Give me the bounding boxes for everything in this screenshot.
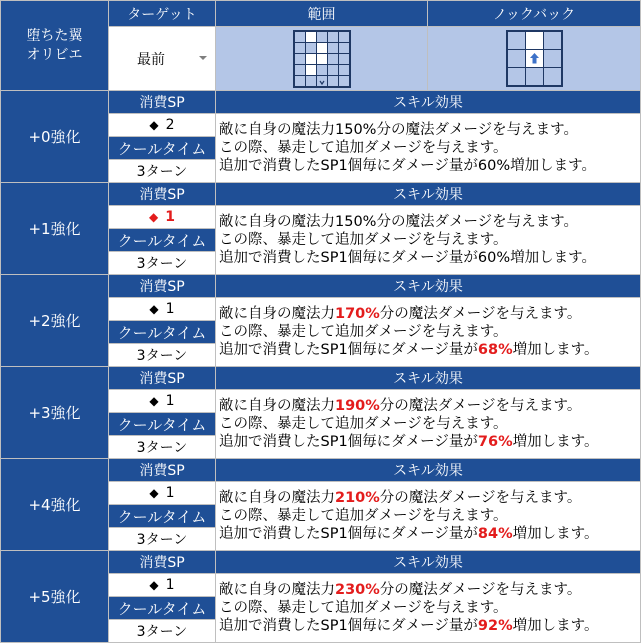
- target-select[interactable]: [109, 27, 215, 90]
- knockback-cell: [508, 32, 525, 49]
- effect-line-overload: この際、暴走して追加ダメージを与えます。: [219, 600, 508, 616]
- effect-bonus-prefix: 追加で消費したSP1個毎にダメージ量が: [219, 342, 478, 358]
- range-cell: [295, 32, 305, 42]
- sp-cost-number: 1: [165, 209, 175, 225]
- sp-cost-number: 1: [165, 577, 175, 593]
- knockback-target-cell: [526, 50, 543, 67]
- range-affected-cell: [306, 65, 316, 75]
- effect-line-damage: [219, 121, 578, 139]
- sp-cost-value: [109, 298, 215, 320]
- sp-cost-header: 消費SP: [109, 275, 215, 297]
- effect-damage-suffix: 分の魔法ダメージを与えます。: [379, 306, 582, 322]
- enhance-level-label: +4強化: [1, 459, 108, 550]
- effect-bonus-prefix: 追加で消費したSP1個毎にダメージ量が: [219, 434, 478, 450]
- effect-damage-suffix: 分の魔法ダメージを与えます。: [376, 122, 579, 138]
- effect-line-bonus: [219, 341, 598, 359]
- chevron-down-icon: [317, 76, 327, 86]
- cooldown-header: クールタイム: [109, 505, 215, 527]
- range-cell: [328, 32, 338, 42]
- effect-line-bonus: [219, 617, 598, 635]
- knockback-affected-cell: [526, 32, 543, 49]
- skill-effect-header: スキル効果: [216, 91, 640, 113]
- effect-line-overload: この際、暴走して追加ダメージを与えます。: [219, 140, 508, 156]
- enhance-level-label: +0強化: [1, 91, 108, 182]
- range-cell: [328, 65, 338, 75]
- range-cell: [328, 43, 338, 53]
- effect-bonus-prefix: 追加で消費したSP1個毎にダメージ量が: [219, 618, 478, 634]
- cooldown-header: クールタイム: [109, 413, 215, 435]
- range-cell: [339, 54, 349, 64]
- range-cell: [317, 65, 327, 75]
- effect-line-damage: [219, 581, 581, 599]
- cooldown-header: クールタイム: [109, 597, 215, 619]
- effect-bonus-suffix: 増加します。: [512, 618, 599, 634]
- range-grid: [293, 30, 351, 88]
- diamond-icon: ◆: [149, 486, 159, 500]
- bonus-percent-value: 68%: [477, 342, 513, 358]
- effect-damage-suffix: 分の魔法ダメージを与えます。: [376, 214, 579, 230]
- range-cell: [306, 76, 316, 86]
- range-cell: [306, 43, 316, 53]
- enhance-level-label: +2強化: [1, 275, 108, 366]
- skill-effect-header: スキル効果: [216, 551, 640, 573]
- knockback-cell: [544, 68, 561, 85]
- effect-damage-prefix: 敵に自身の魔法力: [219, 122, 335, 138]
- damage-percent-value: 150%: [335, 214, 377, 230]
- effect-damage-suffix: 分の魔法ダメージを与えます。: [379, 582, 582, 598]
- effect-bonus-suffix: 増加します。: [510, 158, 596, 174]
- effect-bonus-prefix: 追加で消費したSP1個毎にダメージ量が: [219, 158, 478, 174]
- sp-cost-value: [109, 574, 215, 596]
- effect-line-overload: この際、暴走して追加ダメージを与えます。: [219, 232, 508, 248]
- effect-bonus-prefix: 追加で消費したSP1個毎にダメージ量が: [219, 526, 478, 542]
- diamond-icon: ◆: [149, 118, 159, 132]
- range-cell: [295, 43, 305, 53]
- knockback-cell: [544, 32, 561, 49]
- enhance-level-label: +3強化: [1, 367, 108, 458]
- sp-cost-value: [109, 390, 215, 412]
- range-cell: [295, 54, 305, 64]
- damage-percent-value: 230%: [335, 582, 380, 598]
- skill-effect-text: [216, 298, 640, 366]
- effect-damage-suffix: 分の魔法ダメージを与えます。: [379, 398, 582, 414]
- damage-percent-value: 190%: [335, 398, 380, 414]
- character-name: [1, 1, 108, 90]
- target-selected-value: 最前: [137, 51, 165, 68]
- effect-damage-prefix: 敵に自身の魔法力: [219, 582, 335, 598]
- effect-bonus-prefix: 追加で消費したSP1個毎にダメージ量が: [219, 250, 478, 266]
- sp-cost-value: [109, 206, 215, 228]
- effect-line-overload: この際、暴走して追加ダメージを与えます。: [219, 508, 508, 524]
- enhance-block-2: [1, 275, 640, 366]
- cooldown-value: 3ターン: [109, 528, 215, 550]
- sp-cost-header: 消費SP: [109, 459, 215, 481]
- range-cell: [328, 54, 338, 64]
- effect-line-damage: [219, 305, 581, 323]
- diamond-icon: ◆: [149, 210, 159, 224]
- sp-cost-header: 消費SP: [109, 551, 215, 573]
- effect-bonus-suffix: 増加します。: [512, 342, 599, 358]
- enhance-block-4: [1, 459, 640, 550]
- range-affected-cell: [317, 43, 327, 53]
- effect-line-bonus: [219, 249, 596, 267]
- bonus-percent-value: 60%: [477, 158, 511, 174]
- range-cell: [339, 43, 349, 53]
- effect-line-damage: [219, 489, 581, 507]
- dropdown-arrow-icon[interactable]: [199, 56, 207, 60]
- diamond-icon: ◆: [149, 578, 159, 592]
- effect-line-bonus: [219, 157, 596, 175]
- knockback-cell: [428, 27, 640, 90]
- bonus-percent-value: 92%: [477, 618, 513, 634]
- damage-percent-value: 170%: [335, 306, 380, 322]
- sp-cost-number: 1: [165, 485, 175, 501]
- effect-damage-prefix: 敵に自身の魔法力: [219, 306, 335, 322]
- range-cell: [295, 76, 305, 86]
- bonus-percent-value: 60%: [477, 250, 511, 266]
- skill-header-section: [1, 1, 640, 90]
- knockback-cell: [508, 68, 525, 85]
- knockback-cell: [508, 50, 525, 67]
- cooldown-value: 3ターン: [109, 436, 215, 458]
- bonus-percent-value: 84%: [477, 526, 513, 542]
- skill-effect-text: [216, 482, 640, 550]
- knockback-header: ノックバック: [428, 1, 640, 26]
- effect-damage-prefix: 敵に自身の魔法力: [219, 490, 335, 506]
- effect-damage-prefix: 敵に自身の魔法力: [219, 214, 335, 230]
- effect-line-bonus: [219, 433, 598, 451]
- sp-cost-number: 2: [165, 117, 175, 133]
- range-affected-cell: [306, 54, 316, 64]
- enhance-block-0: [1, 91, 640, 182]
- sp-cost-value: [109, 482, 215, 504]
- sp-cost-number: 1: [165, 393, 175, 409]
- effect-line-damage: [219, 397, 581, 415]
- effect-bonus-suffix: 増加します。: [512, 526, 599, 542]
- range-cell: [339, 65, 349, 75]
- cooldown-value: 3ターン: [109, 252, 215, 274]
- sp-cost-header: 消費SP: [109, 91, 215, 113]
- target-header: ターゲット: [109, 1, 215, 26]
- up-arrow-icon: [526, 50, 543, 67]
- enhance-level-label: +5強化: [1, 551, 108, 642]
- enhance-level-label: +1強化: [1, 183, 108, 274]
- enhance-block-1: [1, 183, 640, 274]
- skill-effect-text: [216, 206, 640, 274]
- effect-line-bonus: [219, 525, 598, 543]
- character-name-line1: 堕ちた翼: [26, 27, 83, 44]
- skill-effect-header: スキル効果: [216, 275, 640, 297]
- effect-damage-prefix: 敵に自身の魔法力: [219, 398, 335, 414]
- effect-damage-suffix: 分の魔法ダメージを与えます。: [379, 490, 582, 506]
- sp-cost-value: [109, 114, 215, 136]
- sp-cost-header: 消費SP: [109, 183, 215, 205]
- skill-effect-header: スキル効果: [216, 367, 640, 389]
- range-cell: [317, 32, 327, 42]
- enhance-block-5: [1, 551, 640, 642]
- range-cell: [328, 76, 338, 86]
- effect-line-damage: [219, 213, 578, 231]
- skill-effect-text: [216, 114, 640, 182]
- cooldown-value: 3ターン: [109, 344, 215, 366]
- range-affected-cell: [317, 54, 327, 64]
- effect-bonus-suffix: 増加します。: [512, 434, 599, 450]
- diamond-icon: ◆: [149, 394, 159, 408]
- damage-percent-value: 210%: [335, 490, 380, 506]
- effect-line-overload: この際、暴走して追加ダメージを与えます。: [219, 416, 508, 432]
- effect-line-overload: この際、暴走して追加ダメージを与えます。: [219, 324, 508, 340]
- range-origin-cell: [317, 76, 327, 86]
- range-cell: [339, 32, 349, 42]
- knockback-grid: [506, 30, 563, 87]
- range-cell: [216, 27, 427, 90]
- diamond-icon: ◆: [149, 302, 159, 316]
- skill-effect-text: [216, 574, 640, 642]
- bonus-percent-value: 76%: [477, 434, 513, 450]
- cooldown-header: クールタイム: [109, 321, 215, 343]
- sp-cost-number: 1: [165, 301, 175, 317]
- cooldown-header: クールタイム: [109, 137, 215, 159]
- effect-bonus-suffix: 増加します。: [510, 250, 596, 266]
- skill-effect-text: [216, 390, 640, 458]
- character-name-line2: オリビエ: [26, 46, 83, 63]
- range-cell: [339, 76, 349, 86]
- knockback-cell: [544, 50, 561, 67]
- cooldown-header: クールタイム: [109, 229, 215, 251]
- range-affected-cell: [306, 32, 316, 42]
- sp-cost-header: 消費SP: [109, 367, 215, 389]
- damage-percent-value: 150%: [335, 122, 377, 138]
- knockback-cell: [526, 68, 543, 85]
- range-cell: [295, 65, 305, 75]
- cooldown-value: 3ターン: [109, 160, 215, 182]
- skill-effect-header: スキル効果: [216, 183, 640, 205]
- enhance-block-3: [1, 367, 640, 458]
- skill-effect-header: スキル効果: [216, 459, 640, 481]
- range-header: 範囲: [216, 1, 427, 26]
- cooldown-value: 3ターン: [109, 620, 215, 642]
